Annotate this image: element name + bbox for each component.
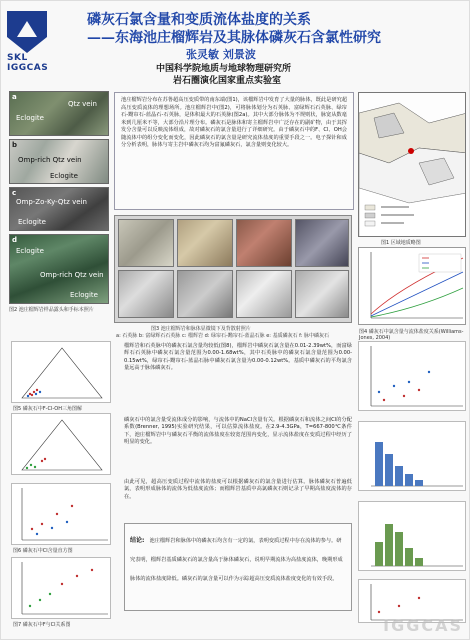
- scatter-plot-2: [11, 557, 111, 619]
- photo-label: Omp-Zo-Ky-Qtz vein: [16, 198, 87, 206]
- photo-tag: b: [12, 141, 18, 149]
- authors: 张灵敏 刘景波: [186, 48, 256, 61]
- conclusion-text: 池庄榴辉岩和脉体中的磷灰石均含有一定的氯，表明变质过程中存在流体的参与。研究表明，榴辉岩基质磷灰石的氯含量高于脉体磷灰石，说明早期流体为高盐度流体，晚期形成脉体的流体盐度降低。磷灰石的氯含量可以作为示踪超高压变质流体盐度变化的有效手段。: [130, 538, 343, 582]
- micrograph-b: [177, 219, 233, 267]
- micrograph-e: [118, 270, 174, 318]
- photo-tag: d: [12, 236, 18, 244]
- micro-caption-2: a: 石英脉 b: 富绿辉石石英脉 c: 榴辉岩 d: 绿帘石-黝帘石-蓝晶石脉 e: 基质磷灰石 f: 脉中磷灰石: [116, 333, 330, 339]
- micrograph-h: [295, 270, 349, 318]
- photo-label: Eclogite: [16, 247, 44, 255]
- photo-label: Eclogite: [70, 291, 98, 299]
- histogram-caption: 图6 磷灰石中Cl含量直方图: [13, 548, 73, 554]
- outcrop-photo-c: [9, 187, 109, 231]
- institute-logo: [7, 11, 65, 71]
- micro-caption-1: 图3 池庄榴辉岩和脉体显微镜下及背散射照片: [151, 326, 251, 332]
- photo-tag: a: [12, 93, 17, 101]
- salinity-chart: [358, 247, 466, 325]
- conclusion-box: [124, 523, 352, 611]
- introduction-text: 池庄榴辉岩分布在苏鲁超高压变质带的南东端(图1)，该榴辉岩中发育了大量的脉体，既此是研究超高压变质流体的理想场所。池庄榴辉岩中(图2)，可将脉体划分为石英脉、富绿辉石石英脉、绿帘石-黝帘石-蓝晶石-石英脉，是体积最大的石英脉(图2a)。其中大部分脉体为不规则状，脉宽从数毫米到几厘米不等，大部分沿片理分布。磷灰石是脉体和寄主榴辉岩中广泛存在的副矿物，由于其挥发分含量可以反映流体组成，故对磷灰石的氯含量进行了详细研究。由于磷灰石中的F、Cl、OH会随流体中的组分变化而变化，因此磷灰石的氯含量是研究流体盐度的重要手段之一。电子探针和成分分析表明，脉体与寄主岩中磷灰石均为富氟磷灰石，氯含量则变化较大。: [121, 97, 347, 148]
- body-paragraph-1: 榴辉岩和石英脉中的磷灰石氯含量均较低(图8)，榴辉岩中磷灰石氯含量在0.01-2.39wt%，而富绿辉石石英脉中磷灰石氯含量范围为0.00-1.68wt%，其中石英脉中的磷灰石氯含量范围为0.00-0.15wt%，绿帘石-黝帘石-蓝晶石脉中磷灰石氯含量为0.00-0.12wt%。基质中磷灰石的平均氯含量远高于脉体磷灰石。: [124, 343, 352, 372]
- ternary-diagram-1: [11, 341, 111, 403]
- salinity-chart-caption: 图4 磷灰石中氯含量与流体盐度关系(Williams-Jones, 2004): [359, 329, 464, 341]
- scatter-caption: 图7 磷灰石中F与Cl关系图: [13, 622, 71, 628]
- body-paragraph-3: 由此可见，超高压变质过程中流体的盐度可以根据磷灰石的氯含量进行估算。脉体磷灰石普遍低氯，表明形成脉体的流体为低盐度流体；而榴辉岩基质中高氯磷灰石则记录了早期高盐度流体的存在。: [124, 479, 352, 500]
- photo-label: Eclogite: [18, 218, 46, 226]
- ternary-diagram-2: [11, 413, 111, 475]
- geomap-caption: 图1 区域地质略图: [381, 240, 421, 246]
- ternary-caption: 图5 磷灰石中F-Cl-OH三角图解: [13, 406, 82, 412]
- photo-tag: c: [12, 189, 17, 197]
- photo-label: Qtz vein: [68, 100, 97, 108]
- photo-caption: 图2 池庄榴辉岩样品露头和手标本照片: [9, 307, 94, 313]
- right-plot-1-figure: [359, 342, 467, 412]
- photo-label: Omp-rich Qtz vein: [40, 271, 104, 279]
- poster-title-line2: ——东海池庄榴辉岩及其脉体磷灰石含氯性研究: [87, 30, 381, 46]
- right-histogram-2-figure: [359, 502, 467, 572]
- photo-label: Eclogite: [16, 114, 44, 122]
- geological-map-figure: [359, 93, 466, 237]
- scatter-plot-2-figure: [12, 558, 112, 620]
- micrograph-panel: [114, 215, 352, 323]
- institution-line2: 岩石圈演化国家重点实验室: [173, 76, 282, 86]
- micrograph-c: [236, 219, 292, 267]
- photo-label: Omp-rich Qtz vein: [18, 156, 82, 164]
- scatter-plot-1-figure: [12, 484, 112, 546]
- body-paragraph-2: 磷灰石中的氯含量受流体成分的影响，与流体中的NaCl含量有关。根据磷灰石和流体之间Cl的分配系数(Brenner, 1995)实验研究结果，可以估算流体盐度。在2.9-4.3GPa，T=667-800℃条件下，池庄榴辉岩中与磷灰石平衡的流体盐度在较宽范围内变化，显示流体盐度在变质过程中经历了明显的变化。: [124, 417, 352, 446]
- ternary-diagram-2-figure: [12, 414, 112, 476]
- salinity-chart-figure: [359, 248, 467, 326]
- scatter-plot-1: [11, 483, 111, 545]
- outcrop-photo-b: [9, 139, 109, 184]
- right-histogram-1: [358, 421, 466, 491]
- institution-line1: 中国科学院地质与地球物理研究所: [156, 64, 292, 74]
- outcrop-photo-a: [9, 91, 109, 136]
- outcrop-photo-d: [9, 234, 109, 304]
- right-histogram-2: [358, 501, 466, 571]
- conclusion-label: 结论:: [130, 537, 145, 544]
- poster-title-line1: 磷灰石氯含量和变质流体盐度的关系: [87, 12, 311, 28]
- micrograph-f: [177, 270, 233, 318]
- logo-text: SKL IGGCAS: [7, 53, 49, 73]
- micrograph-a: [118, 219, 174, 267]
- introduction-box: [114, 92, 354, 210]
- photo-label: Eclogite: [50, 172, 78, 180]
- micrograph-g: [236, 270, 292, 318]
- right-histogram-1-figure: [359, 422, 467, 492]
- micrograph-d: [295, 219, 349, 267]
- ternary-diagram-1-figure: [12, 342, 112, 404]
- right-plot-1: [358, 341, 466, 411]
- logo-shield-icon: [7, 11, 47, 53]
- geological-map: [358, 92, 466, 237]
- watermark: IGGCAS: [383, 616, 463, 635]
